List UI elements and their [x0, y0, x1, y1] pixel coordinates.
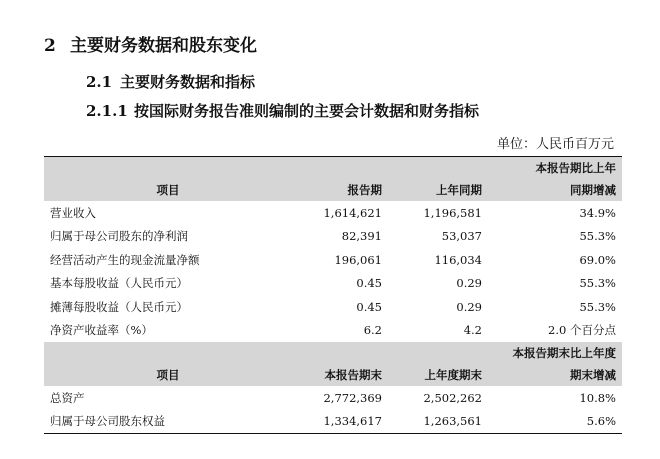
row-label: 净资产收益率（%） — [50, 323, 153, 338]
row-change: 55.3% — [579, 276, 616, 291]
row-change: 34.9% — [579, 205, 616, 220]
subsection-heading — [86, 71, 255, 92]
financial-data-table — [44, 156, 622, 434]
row-change: 55.3% — [579, 299, 616, 314]
row-label: 归属于母公司股东权益 — [44, 410, 292, 434]
table-row — [44, 272, 622, 296]
row-current: 1,614,621 — [323, 205, 382, 220]
table1-header-row — [44, 179, 622, 201]
row-prior: 116,034 — [434, 252, 482, 267]
table-row — [44, 410, 622, 434]
subsection-title: 主要财务数据和指标 — [120, 73, 256, 91]
row-change: 69.0% — [579, 252, 616, 267]
row-change: 2.0 个百分点 — [548, 323, 616, 338]
subsubsection-title: 按国际财务报告准则编制的主要会计数据和财务指标 — [134, 102, 480, 120]
table-row — [44, 201, 622, 225]
table-row — [44, 248, 622, 272]
row-prior: 0.29 — [456, 276, 482, 291]
subsection-number: 2.1 — [86, 73, 113, 91]
row-label: 摊薄每股收益（人民币元） — [50, 299, 188, 314]
row-label: 经营活动产生的现金流量净额 — [50, 252, 200, 267]
row-prior: 1,196,581 — [423, 205, 482, 220]
table2-change-header-line1: 本报告期末比上年度 — [488, 342, 622, 364]
row-change: 5.6% — [488, 410, 622, 434]
table1-col-prior: 上年同期 — [388, 179, 488, 201]
section-title: 主要财务数据和股东变化 — [70, 36, 257, 56]
table-row — [44, 319, 622, 343]
subsubsection-heading — [86, 100, 479, 121]
table2-col-current: 本报告期末 — [292, 364, 388, 386]
row-current: 196,061 — [334, 252, 382, 267]
table1-col-item: 项目 — [44, 179, 292, 201]
row-label: 归属于母公司股东的净利润 — [50, 229, 188, 244]
row-current: 2,772,369 — [323, 390, 382, 405]
table1-header-row-top — [44, 157, 622, 180]
table1-change-header-line1: 本报告期比上年 — [488, 157, 622, 180]
row-prior: 4.2 — [463, 323, 482, 338]
row-current: 1,334,617 — [292, 410, 388, 434]
row-label: 营业收入 — [50, 205, 96, 220]
table2-col-item: 项目 — [44, 364, 292, 386]
row-current: 6.2 — [363, 323, 382, 338]
section-number: 2 — [44, 36, 56, 56]
row-current: 82,391 — [341, 229, 382, 244]
row-prior: 1,263,561 — [388, 410, 488, 434]
section-heading — [44, 31, 257, 56]
row-prior: 0.29 — [456, 299, 482, 314]
row-change: 55.3% — [579, 229, 616, 244]
table2-col-prior: 上年度期末 — [388, 364, 488, 386]
table2-header-row-top — [44, 342, 622, 364]
row-label: 基本每股收益（人民币元） — [50, 276, 188, 291]
table2-header-row — [44, 364, 622, 386]
row-current: 0.45 — [356, 299, 382, 314]
row-change: 10.8% — [579, 390, 616, 405]
row-prior: 2,502,262 — [423, 390, 482, 405]
table-row — [44, 225, 622, 249]
row-current: 0.45 — [356, 276, 382, 291]
row-prior: 53,037 — [441, 229, 482, 244]
table2-col-change: 期末增减 — [488, 364, 622, 386]
unit-label: 单位：人民币百万元 — [496, 137, 614, 152]
table1-col-change: 同期增减 — [488, 179, 622, 201]
table1-col-current: 报告期 — [292, 179, 388, 201]
table-row — [44, 295, 622, 319]
subsubsection-number: 2.1.1 — [86, 102, 128, 120]
table-row — [44, 386, 622, 410]
row-label: 总资产 — [50, 390, 85, 405]
